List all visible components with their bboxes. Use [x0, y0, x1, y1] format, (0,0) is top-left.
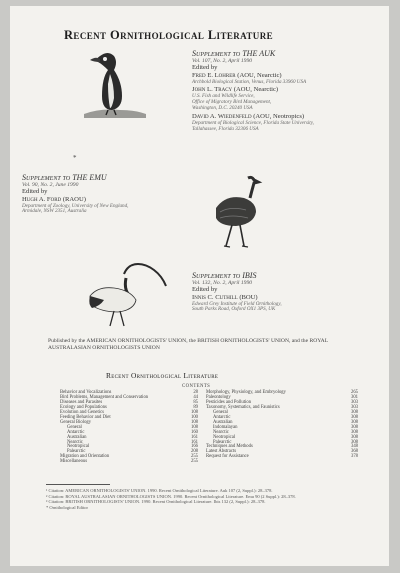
- auk-editor-3-name: David A. Wiedenfeld: [192, 112, 252, 120]
- contents-entry-page: 255: [190, 454, 198, 460]
- contents-entry-page: 308: [350, 434, 358, 440]
- contents-entry-label: Antarctic: [67, 429, 85, 435]
- page-title: Recent Ornithological Literature: [64, 28, 274, 42]
- contents-entry-page: 28: [193, 390, 198, 395]
- contents-right-column: [206, 391, 358, 460]
- contents-entry-label: Bird Problems, Management and Conservation: [60, 394, 149, 400]
- contents-entry-page: 108: [190, 419, 198, 425]
- contents-entry-page: 301: [350, 394, 358, 400]
- emu-block: [22, 174, 128, 215]
- auk-editor-2-name: John L. Tracy: [192, 86, 233, 94]
- contents-entry-label: General: [213, 409, 228, 415]
- contents-entry-page: 265: [350, 390, 358, 395]
- document-page: [10, 6, 389, 566]
- ibis-supplement: Supplement to IBIS: [192, 271, 257, 280]
- footnote-editor: * Ornithological Editor: [46, 504, 88, 510]
- contents-entry-label: Neotropical: [67, 444, 90, 450]
- contents-entry-page: 108: [190, 409, 198, 415]
- auk-editor-2-role: (AOU, Nearctic): [233, 86, 279, 94]
- ibis-editor-affiliation-line: South Parks Road, Oxford OX1 3PS, UK: [192, 306, 276, 313]
- contents-entry-label: Evolution and Genetics: [60, 409, 105, 415]
- contents-entry-page: 308: [350, 409, 358, 415]
- contents-entry-page: 44: [193, 394, 198, 400]
- auk-supplement: Supplement to THE AUK: [192, 49, 276, 58]
- contents-entry-page: 89: [193, 404, 198, 410]
- auk-editor-1-name: Fred E. Lohrer: [192, 71, 236, 79]
- footnote-emu: ² Citation: ROYAL AUSTRALASIAN ORNITHOLOGISTS UNION. 1990. Recent Ornithological Literature. Emu 90 (2 Suppl.): 28–378.: [46, 493, 296, 499]
- contents-entry-page: 255: [190, 459, 198, 465]
- contents-entry-label: Taxonomy, Systematics, and Faunistics: [206, 404, 280, 410]
- ibis-edited-by: Edited by: [192, 285, 218, 293]
- contents-entry-page: 308: [350, 424, 358, 430]
- contents-entry-page: 161: [190, 439, 198, 445]
- great-auk-illustration: [80, 48, 150, 120]
- contents-entry: [206, 455, 358, 460]
- contents-entry-label: Techniques and Methods: [206, 444, 253, 450]
- auk-editor-2-affiliation-line: Washington, D.C. 20240 USA: [192, 104, 253, 111]
- contents-entry-label: Antarctic: [213, 414, 231, 420]
- contents-entry-label: Miscellaneous: [60, 459, 88, 465]
- auk-editor-1-role: (AOU, Nearctic): [237, 71, 282, 79]
- contents-entry-label: General: [67, 424, 82, 430]
- contents-entry-label: Behavior and Vocalizations: [60, 390, 112, 395]
- contents-entry-label: Morphology, Physiology, and Embryology: [206, 390, 286, 395]
- emu-editor-role: (RAOU): [62, 195, 86, 203]
- contents-entry: [60, 460, 198, 465]
- contents-heading: CONTENTS: [182, 384, 211, 389]
- auk-editor-3-role: (AOU, Neotropics): [253, 112, 305, 120]
- auk-editor-2-affiliation-line: Office of Migratory Bird Management,: [192, 99, 272, 106]
- contents-entry-page: 348: [350, 444, 358, 450]
- footnote-divider: [46, 484, 110, 485]
- contents-entry-page: 208: [190, 449, 198, 455]
- contents-entry-label: Nearctic: [213, 429, 229, 435]
- ibis-block: [192, 272, 282, 313]
- contents-entry-page: 85: [193, 399, 198, 405]
- emu-editor-affiliation-line: Armidale, NSW 2351, Australia: [22, 208, 87, 215]
- ibis-editor-name: Innis C. Cuthill: [192, 293, 238, 301]
- contents-entry-page: 160: [190, 429, 198, 435]
- auk-edited-by: Edited by: [192, 63, 218, 71]
- contents-entry-label: Palearctic: [67, 449, 86, 455]
- contents-entry-page: 308: [350, 419, 358, 425]
- asterisk-mark: *: [73, 154, 77, 162]
- contents-entry-page: 368: [350, 449, 358, 455]
- auk-editor-3-affiliation-line: Tallahassee, Florida 32306 USA: [192, 125, 259, 132]
- footnote-auk: ¹ Citation: AMERICAN ORNITHOLOGISTS' UNION. 1990. Recent Ornithological Literature. Auk 107 (2, Suppl.): 28–378.: [46, 488, 273, 493]
- contents-entry-label: Paleontology: [206, 394, 231, 400]
- ibis-editor-role: (BOU): [239, 293, 258, 301]
- footnotes: [46, 488, 366, 510]
- emu-editor-name: Hugh A. Ford: [22, 195, 62, 203]
- contents-entry-label: Nearctic: [67, 439, 83, 445]
- contents-entry-label: Migration and Orientation: [60, 454, 110, 460]
- auk-block: [192, 50, 314, 132]
- contents-entry-page: 308: [350, 414, 358, 420]
- published-by: Published by the AMERICAN ORNITHOLOGISTS' UNION, the BRITISH ORNITHOLOGISTS' UNION, and the ROYAL AUSTRALASIAN ORNITHOLOGISTS UNION: [48, 338, 328, 352]
- contents-entry-label: Australian: [213, 419, 233, 425]
- contents-entry-label: Latest Abstracts: [206, 449, 237, 455]
- contents-entry-page: 161: [190, 434, 198, 440]
- contents-entry-label: Request for Assistance: [206, 454, 249, 460]
- auk-editor-1-affiliation: Archbold Biological Station, Venus, Florida 33960 USA: [192, 78, 307, 85]
- emu-editor-affiliation-line: Department of Zoology, University of New England,: [22, 202, 129, 209]
- ibis-illustration: [84, 260, 172, 330]
- auk-volume: Vol. 107, No. 2, April 1990: [192, 57, 253, 64]
- contents-entry-label: Diseases and Parasites: [60, 399, 103, 405]
- contents-entry-label: Pesticides and Pollution: [206, 399, 252, 405]
- contents-entry-page: 108: [190, 424, 198, 430]
- contents-entry-label: Indomalayan: [213, 424, 238, 430]
- contents-entry-page: 303: [350, 404, 358, 410]
- contents-left-column: [60, 391, 198, 465]
- emu-illustration: [206, 172, 266, 252]
- ibis-volume: Vol. 132, No. 2, April 1990: [192, 279, 253, 286]
- contents-entry-page: 100: [190, 414, 198, 420]
- contents-entry-page: 378: [350, 454, 358, 460]
- contents-entry-label: Australian: [67, 434, 87, 440]
- contents-entry-page: 303: [350, 399, 358, 405]
- contents-entry-page: 166: [190, 444, 198, 450]
- contents-entry-label: Feeding Behavior and Diet: [60, 414, 111, 420]
- emu-edited-by: Edited by: [22, 187, 48, 195]
- contents-entry-page: 308: [350, 439, 358, 445]
- footnote-ibis: ³ Citation: BRITISH ORNITHOLOGISTS' UNION. 1990. Recent Ornithological Literature. Ibis 132 (2, Suppl.): 28–378.: [46, 499, 266, 505]
- contents-entry-label: Palearctic: [213, 439, 232, 445]
- contents-entry-page: 308: [350, 429, 358, 435]
- emu-supplement: Supplement to THE EMU: [22, 173, 107, 182]
- auk-editor-3-affiliation-line: Department of Biological Science, Florida State University,: [192, 119, 314, 126]
- contents-title: Recent Ornithological Literature: [106, 371, 219, 380]
- contents-entry-label: Neotropical: [213, 434, 236, 440]
- contents-entry-label: Ecology and Populations: [60, 404, 107, 410]
- emu-volume: Vol. 90, No. 2, June 1990: [22, 181, 79, 188]
- ibis-editor-affiliation-line: Edward Grey Institute of Field Ornithology,: [192, 300, 282, 307]
- contents-entry-label: General Biology: [60, 419, 92, 425]
- auk-editor-2-affiliation-line: U.S. Fish and Wildlife Service,: [192, 93, 255, 100]
